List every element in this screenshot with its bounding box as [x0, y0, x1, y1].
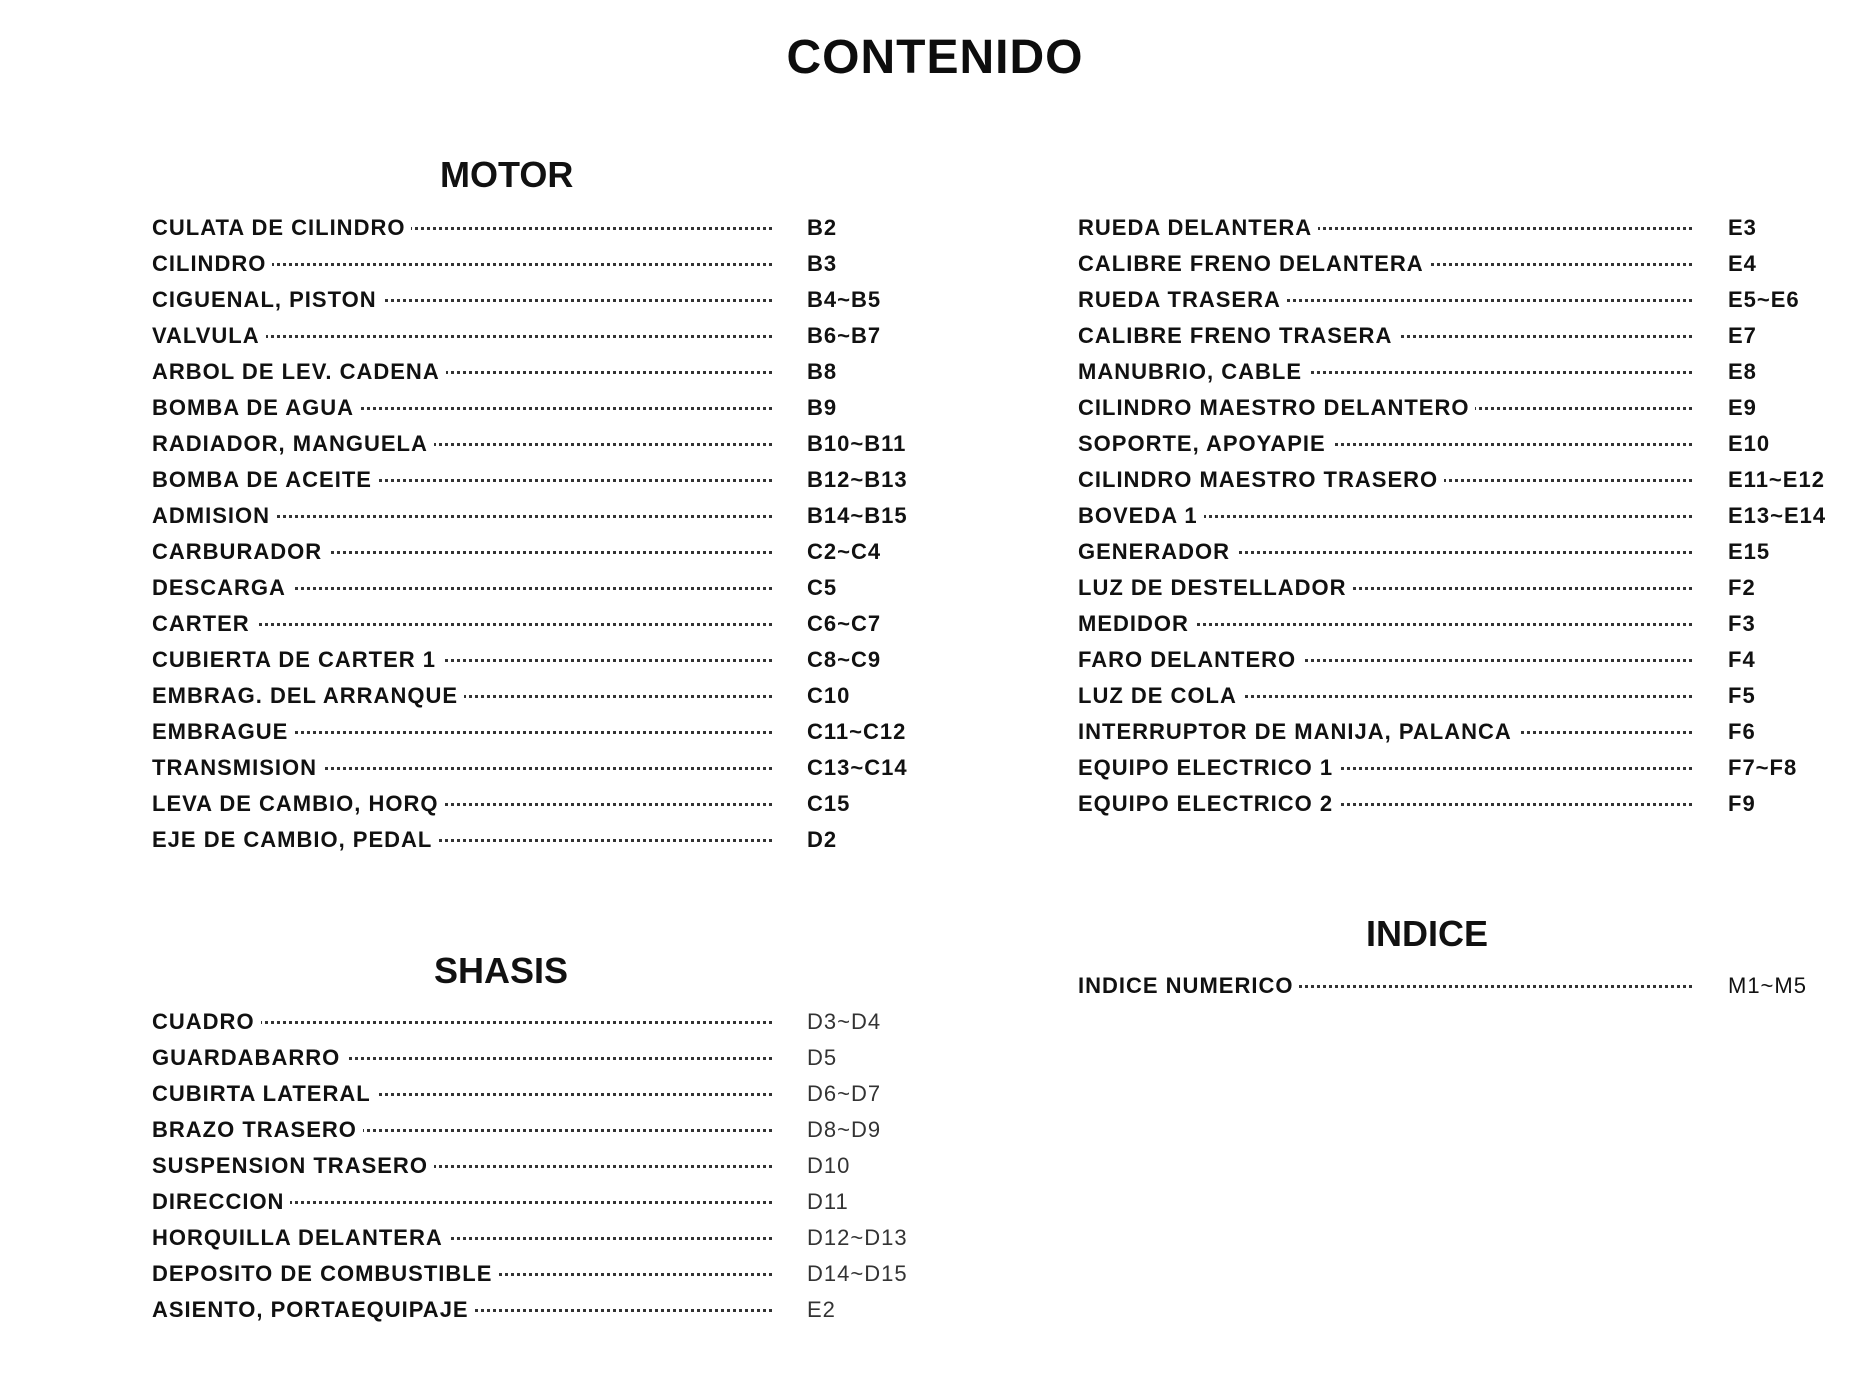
toc-entry: [1078, 210, 1848, 246]
toc-entry-page: B3: [807, 251, 838, 276]
toc-entry: [1078, 786, 1848, 822]
toc-entry-page: D5: [807, 1045, 838, 1070]
toc-entry-label: CUADRO: [152, 1004, 261, 1040]
toc-entry-label: RADIADOR, MANGUELA: [152, 426, 434, 462]
toc-entry-label: RUEDA DELANTERA: [1078, 210, 1318, 246]
toc-entry-page: F6: [1728, 719, 1756, 744]
toc-entry-page: E3: [1728, 215, 1757, 240]
toc-entry-page: B10~B11: [807, 431, 907, 456]
toc-entry: [1078, 678, 1848, 714]
toc-entry-label: SOPORTE, APOYAPIE: [1078, 426, 1332, 462]
toc-entry-page: D11: [807, 1189, 849, 1214]
toc-entry-page: F4: [1728, 647, 1756, 672]
toc-entry-label: BOMBA DE ACEITE: [152, 462, 378, 498]
toc-entry-page: E15: [1728, 539, 1771, 564]
toc-entry-page: E2: [807, 1297, 836, 1322]
section-heading-shasis: SHASIS: [434, 950, 569, 991]
toc-entry: [152, 606, 932, 642]
toc-entry-label: SUSPENSION TRASERO: [152, 1148, 434, 1184]
toc-entry: [1078, 498, 1848, 534]
toc-entry-page: B2: [807, 215, 838, 240]
toc-entry-label: INTERRUPTOR DE MANIJA, PALANCA: [1078, 714, 1518, 750]
section-heading-motor: MOTOR: [440, 154, 574, 195]
toc-entry-label: EQUIPO ELECTRICO 1: [1078, 750, 1339, 786]
toc-entry-page: F7~F8: [1728, 755, 1798, 780]
toc-entry: [152, 642, 932, 678]
toc-entry-label: CILINDRO MAESTRO TRASERO: [1078, 462, 1444, 498]
toc-entry-page: F3: [1728, 611, 1756, 636]
toc-entry: [152, 282, 932, 318]
toc-entry-page: E10: [1728, 431, 1771, 456]
toc-entry-label: ARBOL DE LEV. CADENA: [152, 354, 446, 390]
toc-entry: [152, 318, 932, 354]
toc-entry: [152, 750, 932, 786]
toc-entry-label: CILINDRO: [152, 246, 272, 282]
toc-entry-page: D2: [807, 827, 838, 852]
toc-entry-page: D8~D9: [807, 1117, 882, 1142]
toc-entry: [152, 498, 932, 534]
toc-entry-page: E4: [1728, 251, 1757, 276]
toc-entry-label: CIGUENAL, PISTON: [152, 282, 383, 318]
toc-entry: [1078, 606, 1848, 642]
toc-entry: [1078, 968, 1848, 1004]
toc-entry-label: GUARDABARRO: [152, 1040, 346, 1076]
toc-entry-page: B12~B13: [807, 467, 908, 492]
toc-entry: [152, 1040, 932, 1076]
toc-entry: [152, 1112, 932, 1148]
toc-entry-label: CALIBRE FRENO DELANTERA: [1078, 246, 1430, 282]
toc-entry: [1078, 534, 1848, 570]
toc-entry-label: BRAZO TRASERO: [152, 1112, 363, 1148]
toc-entry-label: BOVEDA 1: [1078, 498, 1204, 534]
toc-entry: [1078, 714, 1848, 750]
toc-entry-page: C2~C4: [807, 539, 882, 564]
toc-entry-page: E9: [1728, 395, 1757, 420]
toc-entry-label: CUBIERTA DE CARTER 1: [152, 642, 442, 678]
toc-entry-page: E5~E6: [1728, 287, 1800, 312]
toc-entry-label: CUBIRTA LATERAL: [152, 1076, 377, 1112]
toc-entry-page: E13~E14: [1728, 503, 1827, 528]
section-heading-indice: INDICE: [1366, 913, 1489, 954]
toc-entry-label: EMBRAG. DEL ARRANQUE: [152, 678, 464, 714]
toc-entry: [152, 462, 932, 498]
toc-entry: [152, 1292, 932, 1328]
toc-entry-label: BOMBA DE AGUA: [152, 390, 360, 426]
toc-entry-page: F2: [1728, 575, 1756, 600]
toc-entry: [1078, 570, 1848, 606]
toc-list-chassis-electrical: [1078, 210, 1848, 822]
toc-entry-page: F9: [1728, 791, 1756, 816]
toc-entry-page: M1~M5: [1728, 973, 1807, 998]
toc-entry: [152, 570, 932, 606]
toc-entry: [1078, 750, 1848, 786]
toc-entry-page: E11~E12: [1728, 467, 1825, 492]
toc-entry: [152, 1256, 932, 1292]
toc-entry-label: MANUBRIO, CABLE: [1078, 354, 1308, 390]
toc-entry: [152, 1220, 932, 1256]
toc-entry: [1078, 246, 1848, 282]
toc-entry-page: B9: [807, 395, 838, 420]
toc-entry: [152, 678, 932, 714]
toc-entry-label: LUZ DE COLA: [1078, 678, 1243, 714]
toc-entry-label: EMBRAGUE: [152, 714, 294, 750]
toc-entry-label: FARO DELANTERO: [1078, 642, 1302, 678]
toc-entry: [152, 390, 932, 426]
toc-entry-label: HORQUILLA DELANTERA: [152, 1220, 449, 1256]
toc-entry: [152, 1184, 932, 1220]
toc-entry-page: E7: [1728, 323, 1757, 348]
toc-entry: [152, 1076, 932, 1112]
toc-entry: [1078, 390, 1848, 426]
toc-entry-label: EJE DE CAMBIO, PEDAL: [152, 822, 438, 858]
toc-entry-page: C8~C9: [807, 647, 882, 672]
toc-entry: [152, 1004, 932, 1040]
toc-entry-page: B4~B5: [807, 287, 882, 312]
toc-entry: [1078, 318, 1848, 354]
toc-entry: [1078, 426, 1848, 462]
toc-entry-page: C15: [807, 791, 851, 816]
toc-entry-page: C13~C14: [807, 755, 908, 780]
toc-entry-label: GENERADOR: [1078, 534, 1236, 570]
toc-entry-page: D6~D7: [807, 1081, 882, 1106]
toc-entry-page: D3~D4: [807, 1009, 882, 1034]
toc-entry-page: D10: [807, 1153, 851, 1178]
page-title: CONTENIDO: [786, 31, 1084, 84]
toc-entry-page: D12~D13: [807, 1225, 908, 1250]
toc-entry-label: CULATA DE CILINDRO: [152, 210, 411, 246]
toc-entry-label: INDICE NUMERICO: [1078, 968, 1299, 1004]
toc-entry: [1078, 282, 1848, 318]
toc-entry-label: ADMISION: [152, 498, 276, 534]
toc-entry-label: RUEDA TRASERA: [1078, 282, 1287, 318]
toc-entry: [152, 1148, 932, 1184]
toc-entry: [1078, 462, 1848, 498]
toc-entry-page: B6~B7: [807, 323, 882, 348]
toc-entry-label: TRANSMISION: [152, 750, 323, 786]
toc-entry-page: F5: [1728, 683, 1756, 708]
toc-entry-label: CALIBRE FRENO TRASERA: [1078, 318, 1398, 354]
toc-entry: [152, 426, 932, 462]
toc-entry: [152, 714, 932, 750]
toc-entry: [152, 786, 932, 822]
toc-entry-page: D14~D15: [807, 1261, 908, 1286]
toc-entry-label: LEVA DE CAMBIO, HORQ: [152, 786, 444, 822]
toc-entry-page: B8: [807, 359, 838, 384]
toc-entry-label: EQUIPO ELECTRICO 2: [1078, 786, 1339, 822]
toc-entry: [152, 210, 932, 246]
toc-entry: [152, 354, 932, 390]
toc-entry-label: DEPOSITO DE COMBUSTIBLE: [152, 1256, 498, 1292]
toc-entry: [1078, 354, 1848, 390]
toc-entry-page: B14~B15: [807, 503, 908, 528]
toc-entry-label: DESCARGA: [152, 570, 292, 606]
toc-entry-label: MEDIDOR: [1078, 606, 1195, 642]
toc-entry-label: LUZ DE DESTELLADOR: [1078, 570, 1353, 606]
toc-entry-label: ASIENTO, PORTAEQUIPAJE: [152, 1292, 475, 1328]
toc-list-indice: [1078, 968, 1848, 1004]
toc-entry-page: C6~C7: [807, 611, 882, 636]
toc-list-motor: [152, 210, 932, 858]
toc-entry-page: C5: [807, 575, 838, 600]
toc-entry-label: VALVULA: [152, 318, 266, 354]
toc-entry-label: CARTER: [152, 606, 256, 642]
toc-entry-page: C10: [807, 683, 851, 708]
toc-entry-page: E8: [1728, 359, 1757, 384]
toc-entry: [152, 822, 932, 858]
toc-entry: [152, 534, 932, 570]
toc-entry: [1078, 642, 1848, 678]
toc-entry-label: DIRECCION: [152, 1184, 290, 1220]
toc-entry: [152, 246, 932, 282]
toc-list-shasis: [152, 1004, 932, 1328]
toc-entry-page: C11~C12: [807, 719, 907, 744]
toc-entry-label: CILINDRO MAESTRO DELANTERO: [1078, 390, 1475, 426]
toc-entry-label: CARBURADOR: [152, 534, 328, 570]
